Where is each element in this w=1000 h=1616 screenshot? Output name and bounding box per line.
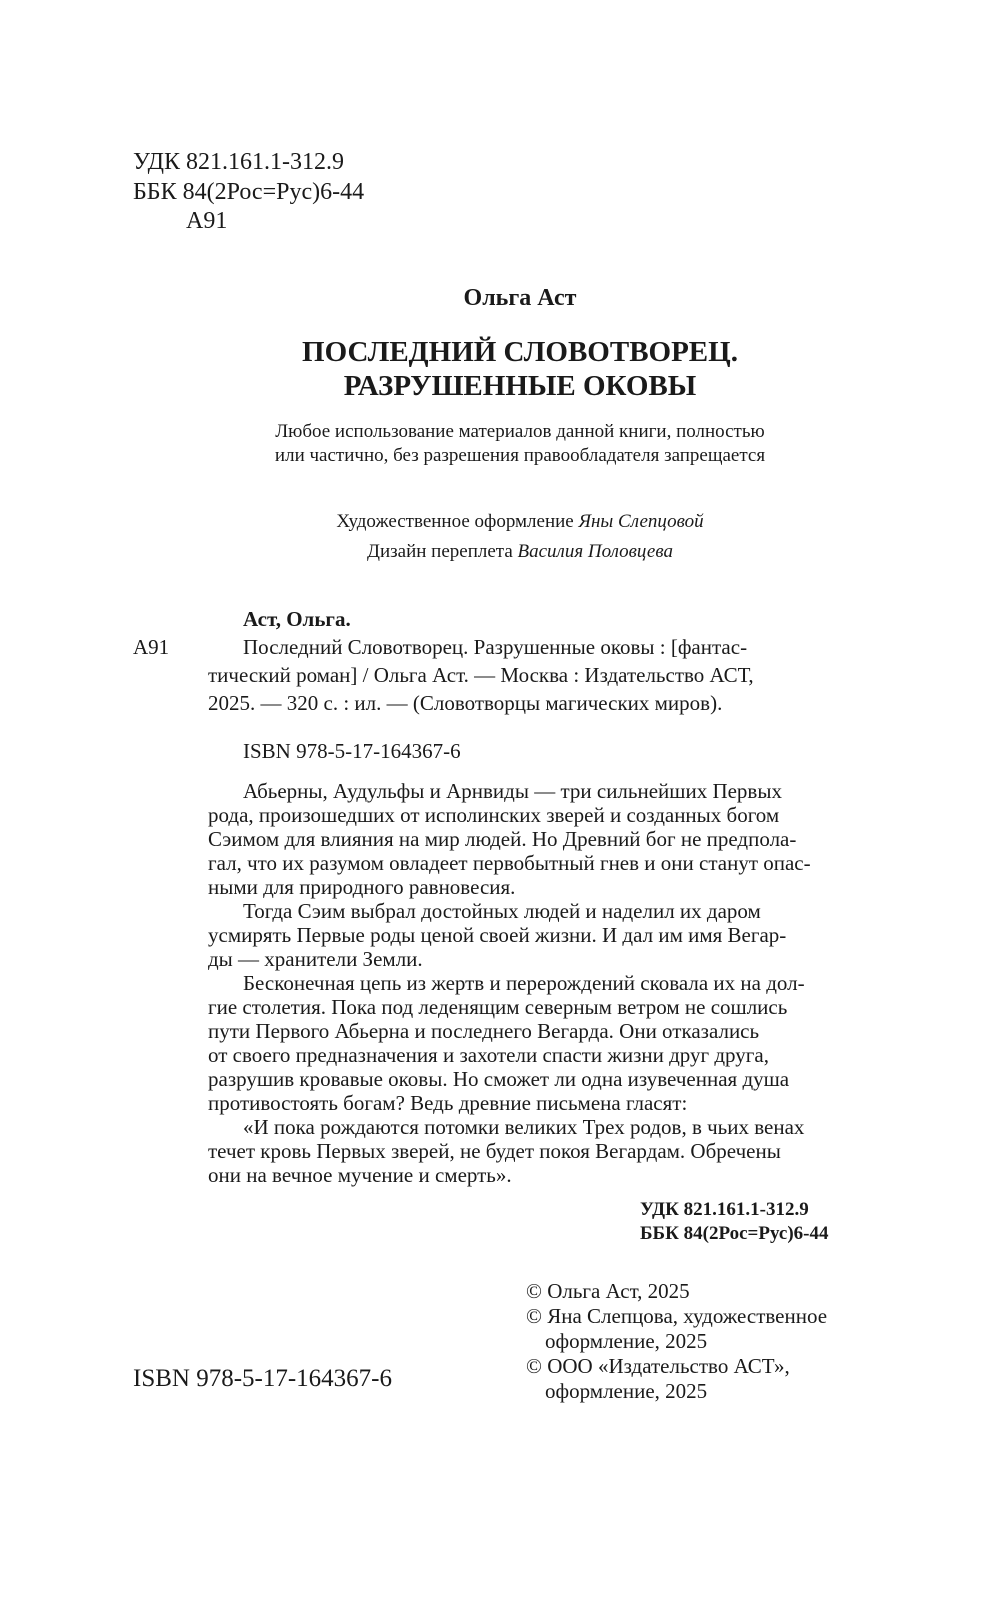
annotation-line: пути Первого Абьерна и последнего Вегарда. Они отказались <box>208 1019 760 1043</box>
book-title-line1: ПОСЛЕДНИЙ СЛОВОТВОРЕЦ. <box>302 336 738 368</box>
art-design-label: Художественное оформление <box>336 511 574 532</box>
catalog-desc-line1: Последний Словотворец. Разрушенные оковы : [фантас- <box>243 635 748 659</box>
annotation-line: усмирять Первые роды ценой своей жизни. И дал им имя Вегар- <box>208 923 787 947</box>
art-design-name: Яны Слепцовой <box>578 511 704 532</box>
book-title-line2: РАЗРУШЕННЫЕ ОКОВЫ <box>343 370 697 402</box>
udk-code-bold: УДК 821.161.1-312.9 <box>640 1199 809 1220</box>
catalog-mark: А91 <box>133 635 170 659</box>
annotation-line: Абьерны, Аудульфы и Арнвиды — три сильнейших Первых <box>243 779 782 803</box>
rights-line2: или частично, без разрешения правообладателя запрещается <box>274 445 766 466</box>
annotation-line: Сэимом для влияния на мир людей. Но Древний бог не предпола- <box>208 827 797 851</box>
cover-design-label: Дизайн переплета <box>367 541 513 562</box>
annotation-line: разрушив кровавые оковы. Но сможет ли одна изувеченная душа <box>208 1067 790 1091</box>
udk-code: УДК 821.161.1-312.9 <box>133 149 344 175</box>
annotation-line: ными для природного равновесия. <box>208 875 516 899</box>
catalog-heading: Аст, Ольга. <box>243 607 351 631</box>
copyright-line: © Ольга Аст, 2025 <box>526 1279 690 1303</box>
cover-design-name: Василия Половцева <box>517 541 673 562</box>
annotation-line: течет кровь Первых зверей, не будет покоя Вегардам. Обречены <box>208 1139 781 1163</box>
copyright-line: оформление, 2025 <box>545 1379 708 1403</box>
annotation-line: противостоять богам? Ведь древние письмена гласят: <box>208 1091 688 1115</box>
annotation-line: рода, произошедших от исполинских зверей и созданных богом <box>208 803 780 827</box>
annotation-line: гал, что их разумом овладеет первобытный гнев и они станут опас- <box>208 851 811 875</box>
book-author: Ольга Аст <box>463 285 577 311</box>
bbk-code-bold: ББК 84(2Рос=Рус)6-44 <box>640 1223 829 1244</box>
author-mark: А91 <box>186 208 228 234</box>
catalog-desc-line3: 2025. — 320 с. : ил. — (Словотворцы магических миров). <box>208 691 723 715</box>
bottom-isbn: ISBN 978-5-17-164367-6 <box>133 1365 393 1392</box>
catalog-desc-line2: тический роман] / Ольга Аст. — Москва : Издательство АСТ, <box>208 663 754 687</box>
catalog-isbn: ISBN 978-5-17-164367-6 <box>243 739 461 763</box>
copyright-line: © ООО «Издательство АСТ», <box>526 1354 790 1378</box>
copyright-line: оформление, 2025 <box>545 1329 708 1353</box>
annotation-line: от своего предназначения и захотели спасти жизни друг друга, <box>208 1043 769 1067</box>
art-design-credit <box>0 510 1000 534</box>
annotation-line: «И пока рождаются потомки великих Трех родов, в чьих венах <box>243 1115 805 1139</box>
cover-design-credit <box>0 540 1000 564</box>
rights-line1: Любое использование материалов данной книги, полностью <box>275 421 765 442</box>
annotation-line: Бесконечная цепь из жертв и перерождений сковала их на дол- <box>243 971 805 995</box>
annotation-line: ды — хранители Земли. <box>208 947 423 971</box>
copyright-line: © Яна Слепцова, художественное <box>526 1304 828 1328</box>
annotation-line: Тогда Сэим выбрал достойных людей и наделил их даром <box>243 899 761 923</box>
annotation-line: гие столетия. Пока под леденящим северным ветром не сошлись <box>208 995 788 1019</box>
annotation-line: они на вечное мучение и смерть». <box>208 1163 512 1187</box>
bbk-code: ББК 84(2Рос=Рус)6-44 <box>133 179 365 205</box>
